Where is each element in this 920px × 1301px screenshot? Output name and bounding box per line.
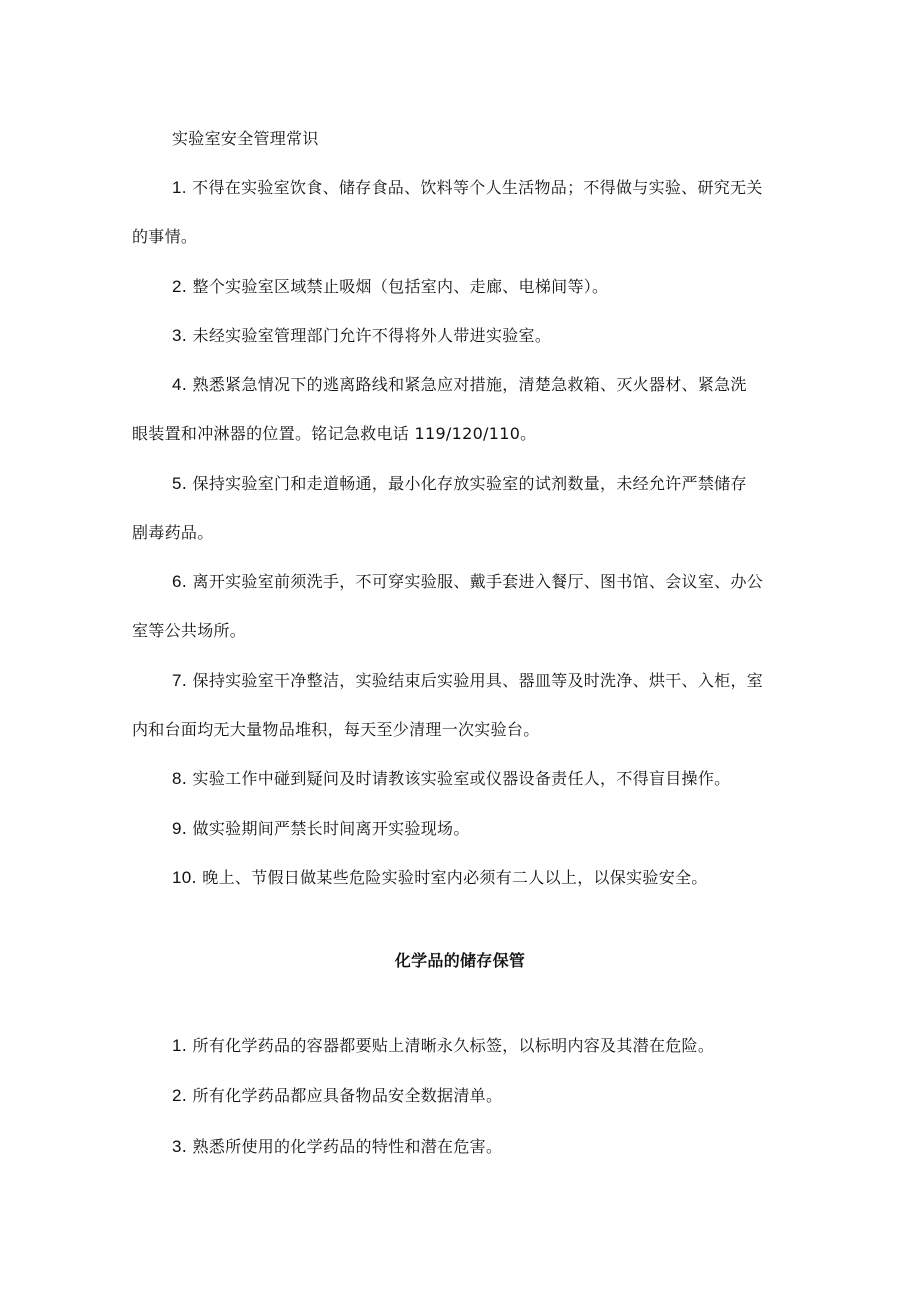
rule-text: 不得在实验室饮食、储存食品、饮料等个人生活物品；不得做与实验、研究无关	[192, 178, 763, 197]
section-heading: 化学品的储存保管	[394, 951, 526, 970]
rule-5	[172, 473, 747, 495]
rule-text: 做实验期间严禁长时间离开实验现场。	[192, 819, 470, 838]
rule-text: 熟悉紧急情况下的逃离路线和紧急应对措施，清楚急救箱、灭火器材、紧急洗	[192, 375, 747, 394]
rule-10	[172, 867, 708, 889]
rule-4-continuation: 眼装置和冲淋器的位置。铭记急救电话 119/120/110。	[132, 424, 537, 443]
item-text: 所有化学药品的容器都要贴上清晰永久标签，以标明内容及其潜在危险。	[192, 1036, 715, 1055]
rule-1	[172, 177, 763, 199]
rule-number: 1.	[172, 178, 187, 197]
rule-text: 整个实验室区域禁止吸烟（包括室内、走廊、电梯间等）。	[192, 277, 609, 296]
rule-text: 保持实验室门和走道畅通，最小化存放实验室的试剂数量，未经允许严禁储存	[192, 474, 747, 493]
rule-separator: .	[181, 819, 188, 838]
storage-item-1	[172, 1035, 714, 1057]
rule-separator: .	[181, 375, 188, 394]
item-number: 2	[172, 1086, 182, 1105]
storage-item-2	[172, 1085, 502, 1107]
rule-2	[172, 276, 608, 298]
item-number: 1	[172, 1036, 182, 1055]
rule-number: 7	[172, 671, 182, 690]
rule-3	[172, 325, 551, 347]
rule-1-continuation: 的事情。	[132, 227, 198, 246]
rule-7-continuation: 内和台面均无大量物品堆积，每天至少清理一次实验台。	[132, 720, 540, 739]
rule-text: 晚上、节假日做某些危险实验时室内必须有二人以上，以保实验安全。	[202, 868, 708, 887]
rule-6	[172, 571, 763, 593]
rule-6-continuation: 室等公共场所。	[132, 621, 247, 640]
rule-4	[172, 374, 747, 396]
rule-text: 实验工作中碰到疑问及时请教该实验室或仪器设备责任人，不得盲目操作。	[192, 769, 731, 788]
item-separator: .	[181, 1036, 188, 1055]
rule-9	[172, 818, 470, 840]
rule-5-continuation: 剧毒药品。	[132, 523, 214, 542]
item-number: 3	[172, 1137, 182, 1156]
rule-number: 9	[172, 819, 182, 838]
storage-item-3	[172, 1136, 502, 1158]
rule-separator: .	[181, 277, 188, 296]
rule-7	[172, 670, 763, 692]
rule-8	[172, 768, 730, 790]
rule-separator: .	[181, 572, 188, 591]
rule-number: 3	[172, 326, 182, 345]
rule-text: 离开实验室前须洗手，不可穿实验服、戴手套进入餐厅、图书馆、会议室、办公	[192, 572, 764, 591]
rule-separator: .	[181, 671, 188, 690]
rule-number: 5	[172, 474, 182, 493]
item-separator: .	[181, 1137, 188, 1156]
rule-separator: .	[191, 868, 197, 887]
rule-separator: .	[181, 326, 188, 345]
item-text: 熟悉所使用的化学药品的特性和潜在危害。	[192, 1137, 503, 1156]
item-separator: .	[181, 1086, 188, 1105]
rule-text: 保持实验室干净整洁，实验结束后实验用具、器皿等及时洗净、烘干、入柜，室	[192, 671, 764, 690]
rule-number: 2	[172, 277, 182, 296]
rule-number: 10	[172, 868, 192, 887]
rule-separator: .	[181, 769, 188, 788]
rule-number: 4	[172, 375, 182, 394]
rule-number: 8	[172, 769, 182, 788]
rule-text: 未经实验室管理部门允许不得将外人带进实验室。	[192, 326, 552, 345]
rule-number: 6	[172, 572, 182, 591]
item-text: 所有化学药品都应具备物品安全数据清单。	[192, 1086, 503, 1105]
rule-separator: .	[181, 474, 188, 493]
document-title: 实验室安全管理常识	[172, 129, 319, 148]
